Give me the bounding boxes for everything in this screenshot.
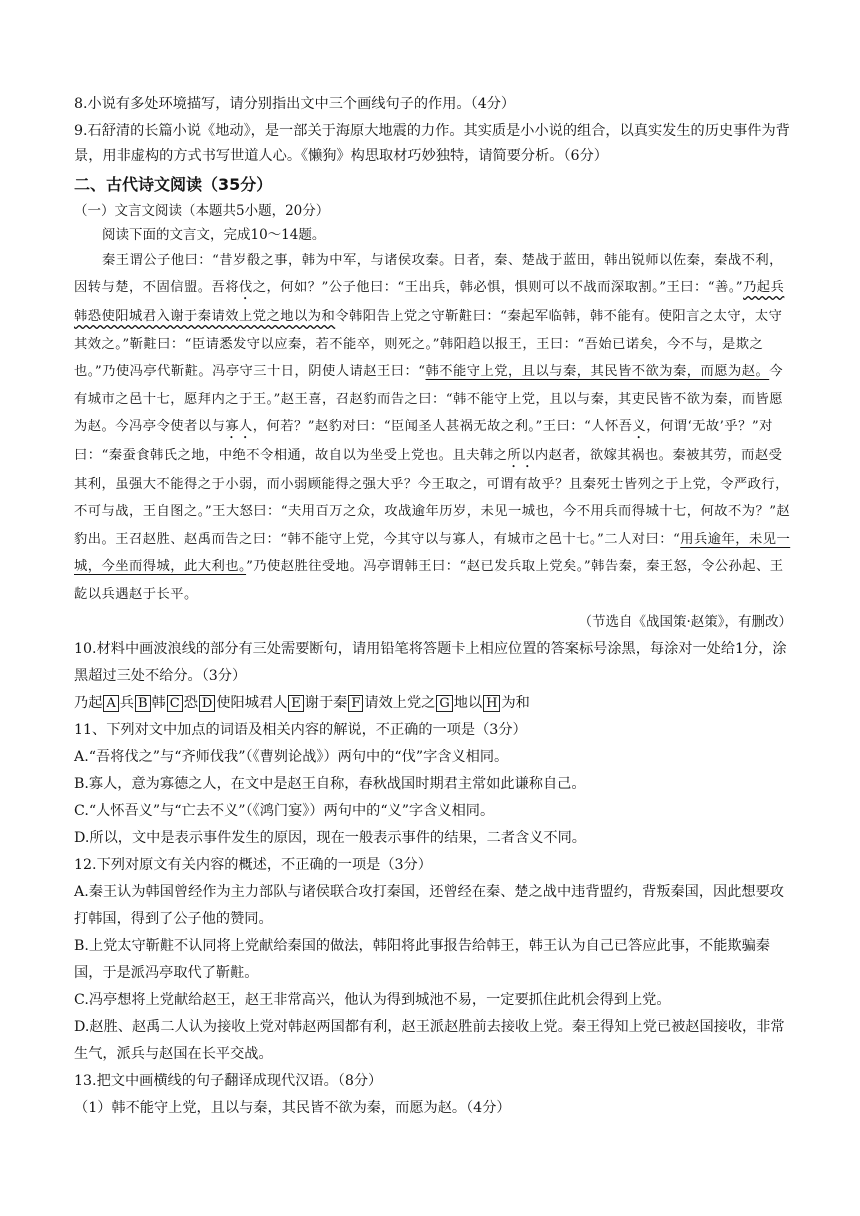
q11-option-b: B.寡人，意为寡德之人，在文中是赵王自称，春秋战国时期君主常如此谦称自己。 bbox=[74, 776, 586, 793]
exam-page bbox=[74, 92, 792, 1122]
q12-option-d: D.赵胜、赵禹二人认为接收上党对韩赵两国都有利，赵王派赵胜前去接收上党。秦王得知上党已被赵国接收，非常生气，派兵与赵国在长平交战。 bbox=[74, 1019, 785, 1063]
q12-option-b: B.上党太守靳黈不认同将上党献给秦国的做法，韩阳将此事报告给韩王，韩王认为自己已答应此事，不能欺骗秦国，于是派冯亭取代了靳黈。 bbox=[74, 938, 770, 982]
q11-option-c: C.“人怀吾义”与“亡去不义”（《鸿门宴》）两句中的“义”字含义相同。 bbox=[74, 803, 495, 820]
option-box-a[interactable]: A bbox=[103, 695, 118, 712]
source-note: （节选自《战国策·赵策》，有删改） bbox=[578, 614, 792, 631]
section-title: 二、古代诗文阅读（35分） bbox=[74, 175, 273, 194]
q12-option-c: C.冯亭想将上党献给赵王，赵王非常高兴，他认为得到城池不易，一定要抓住此机会得到上党。 bbox=[74, 992, 671, 1009]
option-box-f[interactable]: F bbox=[348, 695, 363, 712]
question-10-stem: 10.材料中画波浪线的部分有三处需要断句，请用铅笔将答题卡上相应位置的答案标号涂黑，每涂对一处给1分，涂黑超过三处不给分。（3分） bbox=[74, 641, 787, 685]
option-box-c[interactable]: C bbox=[167, 695, 183, 712]
question-8: 8.小说有多处环境描写，请分别指出文中三个画线句子的作用。（4分） bbox=[74, 96, 516, 112]
q11-option-a: A.“吾将伐之”与“齐师伐我”（《曹刿论战》）两句中的“伐”字含义相同。 bbox=[74, 749, 509, 766]
q11-option-d: D.所以，文中是表示事件发生的原因，现在一般表示事件的结果，二者含义不同。 bbox=[74, 830, 586, 847]
q12-option-a: A.秦王认为韩国曾经作为主力部队与诸侯联合攻打秦国，还曾经在秦、楚之战中违背盟约，背叛秦国，因此想要攻打韩国，得到了公子他的赞同。 bbox=[74, 884, 784, 928]
question-10-segments: 乃起 A 兵 B 韩 C 恐 D 使阳城君人 E 谢于秦 F 请效上党之 G 地以 H 为和 bbox=[74, 695, 530, 712]
option-box-b[interactable]: B bbox=[135, 695, 151, 712]
dotted-word-suoyi: 所以 bbox=[507, 448, 535, 464]
dotted-word-yi: 义 bbox=[632, 419, 647, 435]
dotted-word-guaren: 寡人 bbox=[225, 419, 253, 435]
subsection-title: （一）文言文阅读（本题共5小题，20分） bbox=[74, 203, 330, 219]
option-box-e[interactable]: E bbox=[288, 695, 304, 712]
option-box-g[interactable]: G bbox=[436, 695, 452, 712]
question-12-stem: 12.下列对原文有关内容的概述，不正确的一项是（3分） bbox=[74, 857, 432, 874]
q13-item-1: （1）韩不能守上党，且以与秦，其民皆不欲为秦，而愿为赵。（4分） bbox=[74, 1100, 511, 1117]
underlined-sentence-2: 用兵逾年，未见一城，今坐而得城，此大利也。 bbox=[74, 531, 791, 575]
wavy-underlined-sentence: 乃起兵韩恐使阳城君入谢于秦请效上党之地以为和 bbox=[74, 280, 785, 325]
passage-paragraph: 秦王谓公子他曰：“昔岁殽之事，韩为中军，与诸侯攻秦。日者，秦、楚战于蓝田，韩出锐师以佐秦，秦战不利，因转与楚，不固信盟。吾将伐之，何如？”公子他曰：“王出兵，韩必惧，惧则可以不战而深取割。”王曰：“善。”乃起兵韩恐使阳城君入谢于秦请效上党之地以为和令韩阳告上党之守靳黈曰：“秦起军临韩，韩不能有。使阳言之太守，太守其效之。”靳黈曰：“臣请悉发守以应秦，若不能卒，则死之。”韩阳趋以报王，王曰：“吾始已诺矣，今不与，是欺之也。”乃使冯亭代靳黈。冯亭守三十日，阴使人请赵王曰：“韩不能守上党，且以与秦，其民皆不欲为秦，而愿为赵。今有城市之邑十七，愿拜内之于王。”赵王喜，召赵豹而告之曰：“韩不能守上党，且以与秦，其吏民皆不欲为秦，而皆愿为赵。今冯亭令使者以与寡人，何若？”赵豹对曰：“臣闻圣人甚祸无故之利。”王曰：“人怀吾义，何谓‘无故’乎？”对曰：“秦蚕食韩氏之地，中绝不令相通，故自以为坐受上党也。且夫韩之所以内赵者，欲嫁其祸也。秦被其劳，而赵受其利，虽强大不能得之于小弱，而小弱顾能得之强大乎？今王取之，可谓有故乎？且秦死士皆列之于上党，令严政行，不可与战，王自图之。”王大怒曰：“夫用百万之众，攻战逾年历岁，未见一城也，今不用兵而得城十七，何故不为？”赵豹出。王召赵胜、赵禹而告之曰：“韩不能守上党，今其守以与寡人，有城市之邑十七。”二人对曰：“用兵逾年，未见一城，今坐而得城，此大利也。”乃使赵胜往受地。冯亭谓韩王曰：“赵已发兵取上党矣。”韩告秦，秦王怒，令公孙起、王龁以兵遇赵于长平。 bbox=[74, 253, 791, 602]
question-13-stem: 13.把文中画横线的句子翻译成现代汉语。（8分） bbox=[74, 1073, 383, 1090]
classical-passage bbox=[74, 247, 792, 608]
underlined-sentence-1: 韩不能守上党，且以与秦，其民皆不欲为秦，而愿为赵。 bbox=[425, 364, 770, 380]
option-box-d[interactable]: D bbox=[199, 695, 215, 712]
question-11-stem: 11、下列对文中加点的词语及相关内容的解说，不正确的一项是（3分） bbox=[74, 722, 527, 739]
reading-instruction: 阅读下面的文言文，完成10～14题。 bbox=[102, 227, 326, 243]
dotted-word-fa: 伐 bbox=[238, 280, 253, 296]
option-box-h[interactable]: H bbox=[483, 695, 500, 712]
question-9: 9.石舒清的长篇小说《地动》，是一部关于海原大地震的力作。其实质是小小说的组合，以真实发生的历史事件为背景，用非虚构的方式书写世道人心。《懒狗》构思取材巧妙独特，请简要分析。（6分） bbox=[74, 123, 790, 164]
